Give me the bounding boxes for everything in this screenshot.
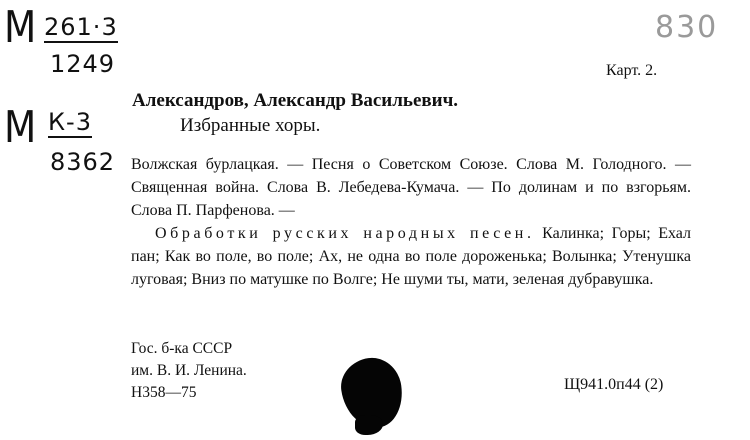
card-number: Карт. 2. xyxy=(606,62,658,79)
handwritten-code-top-numerator: 261·3 xyxy=(44,13,118,41)
author-heading: Александров, Александр Васильевич. xyxy=(132,90,459,111)
contents-paragraph-2-text: Калинка; Горы; Ехал пан; Как во поле, во поле; Ах, не одна во поле дороженька; Волынка; Утенушка луговая; Вниз по матушке по Волге; Не шуми ты, мати, зеленая дубравушка. xyxy=(131,225,692,288)
handwritten-code-top-denominator: 1249 xyxy=(50,50,116,78)
contents-paragraph-2 xyxy=(131,222,691,291)
section-heading-spaced: Обработки русских народных песен. xyxy=(155,225,535,242)
contents-note xyxy=(131,153,691,291)
handwritten-code-bottom-denominator: 8362 xyxy=(50,148,116,176)
work-title: Избранные хоры. xyxy=(180,115,321,136)
library-imprint xyxy=(131,338,247,404)
punch-hole-tail xyxy=(355,415,383,435)
contents-paragraph-1: Волжская бурлацкая. — Песня о Советском Союзе. Слова М. Голодного. — Священная война. Слова В. Лебедева-Кумача. — По долинам и по взгорьям. Слова П. Парфенова. — xyxy=(131,156,691,219)
library-name-2: им. В. И. Ленина. xyxy=(131,362,247,379)
handwritten-code-bottom-numerator: К-3 xyxy=(48,108,92,136)
inventory-stamp: 830 xyxy=(655,10,719,45)
shelf-mark: Щ941.0п44 (2) xyxy=(564,376,664,393)
print-code: Н358—75 xyxy=(131,384,197,401)
handwritten-m-top: М xyxy=(4,2,38,53)
handwritten-m-bottom: М xyxy=(4,102,38,153)
library-name: Гос. б-ка СССР xyxy=(131,340,233,357)
